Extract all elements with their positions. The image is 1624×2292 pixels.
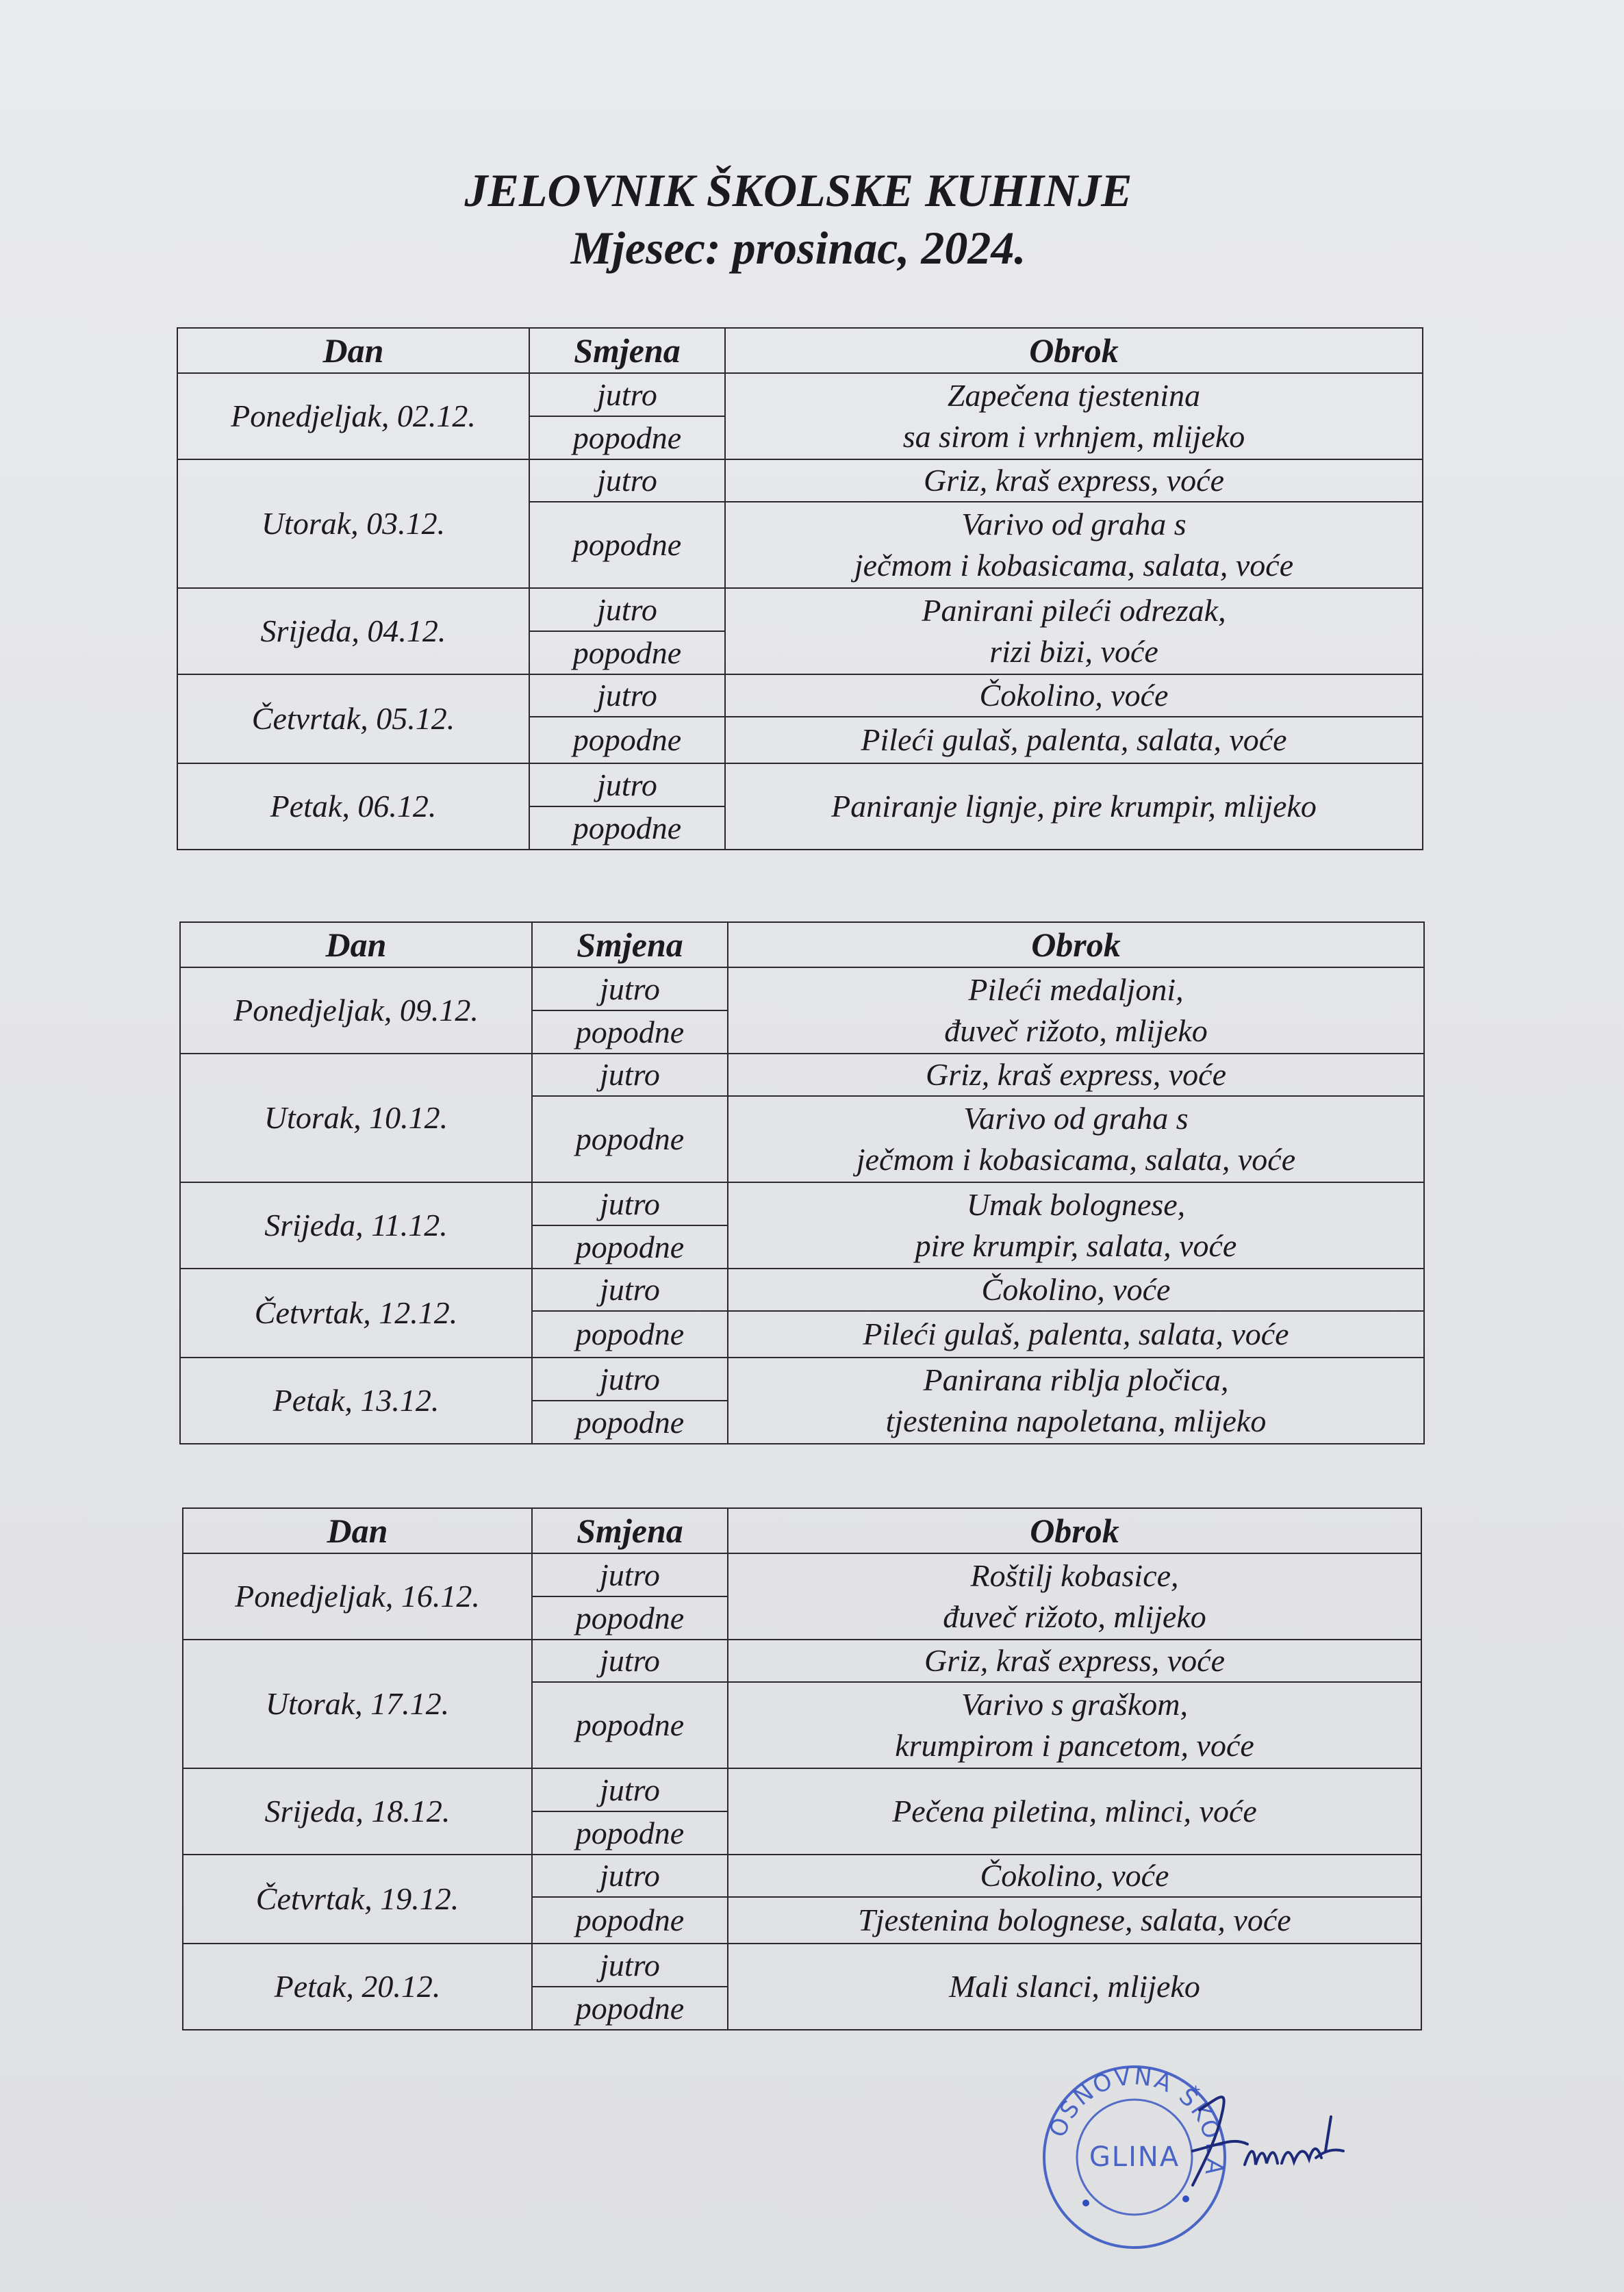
column-header-meal: Obrok [725, 328, 1423, 373]
shift-afternoon: popodne [532, 1987, 728, 2030]
shift-afternoon: popodne [529, 502, 725, 588]
meal-morning-cell: Čokolino, voće [725, 674, 1423, 717]
meal-afternoon-cell: Varivo s graškom, krumpirom i pancetom, voće [728, 1682, 1421, 1768]
day-cell: Ponedjeljak, 16.12. [183, 1553, 532, 1640]
meal-cell: Panirani pileći odrezak, rizi bizi, voće [725, 588, 1423, 674]
meal-afternoon-cell: Tjestenina bolognese, salata, voće [728, 1897, 1421, 1944]
menu-table-week-2 [179, 921, 1425, 1444]
document-subtitle: Mjesec: prosinac, 2024. [570, 222, 1026, 274]
signature [1179, 2083, 1364, 2199]
meal-afternoon-cell: Varivo od graha s ječmom i kobasicama, salata, voće [725, 502, 1423, 588]
meal-cell: Panirana riblja pločica, tjestenina napoletana, mlijeko [728, 1358, 1424, 1444]
column-header-meal: Obrok [728, 1508, 1421, 1553]
header-row [180, 922, 1424, 967]
shift-morning: jutro [529, 459, 725, 502]
svg-text:GLINA: GLINA [1089, 2141, 1180, 2173]
table-row [180, 1269, 1424, 1311]
day-cell: Ponedjeljak, 09.12. [180, 967, 532, 1054]
document-title: JELOVNIK ŠKOLSKE KUHINJE [464, 164, 1132, 216]
shift-afternoon: popodne [529, 717, 725, 763]
shift-morning: jutro [532, 1269, 728, 1311]
shift-afternoon: popodne [529, 631, 725, 674]
shift-morning: jutro [532, 1768, 728, 1811]
shift-morning: jutro [532, 1054, 728, 1096]
table-row [180, 1182, 1424, 1225]
meal-afternoon-cell: Pileći gulaš, palenta, salata, voće [728, 1311, 1424, 1358]
meal-morning-cell: Čokolino, voće [728, 1855, 1421, 1897]
meal-cell: Umak bolognese, pire krumpir, salata, voće [728, 1182, 1424, 1269]
meal-cell: Roštilj kobasice, đuveč rižoto, mlijeko [728, 1553, 1421, 1640]
table-row [183, 1640, 1421, 1682]
table-row [183, 1768, 1421, 1811]
column-header-shift: Smjena [532, 1508, 728, 1553]
shift-afternoon: popodne [529, 416, 725, 459]
table-row [177, 588, 1423, 631]
shift-afternoon: popodne [532, 1897, 728, 1944]
column-header-meal: Obrok [728, 922, 1424, 967]
meal-cell: Zapečena tjestenina sa sirom i vrhnjem, mlijeko [725, 373, 1423, 459]
shift-morning: jutro [532, 1553, 728, 1596]
table-row [177, 763, 1423, 806]
shift-afternoon: popodne [532, 1596, 728, 1640]
day-cell: Utorak, 17.12. [183, 1640, 532, 1768]
menu-table-week-1 [177, 327, 1423, 850]
column-header-day: Dan [183, 1508, 532, 1553]
shift-afternoon: popodne [532, 1311, 728, 1358]
shift-afternoon: popodne [532, 1225, 728, 1269]
svg-text:OSNOVNA ŠKOLA: OSNOVNA ŠKOLA [1043, 2063, 1229, 2179]
shift-morning: jutro [529, 763, 725, 806]
table-row [183, 1553, 1421, 1596]
table-row [177, 459, 1423, 502]
meal-cell: Mali slanci, mlijeko [728, 1944, 1421, 2030]
table-row [180, 1358, 1424, 1401]
day-cell: Četvrtak, 05.12. [177, 674, 529, 763]
table-row [180, 1054, 1424, 1096]
meal-morning-cell: Griz, kraš express, voće [728, 1640, 1421, 1682]
day-cell: Četvrtak, 19.12. [183, 1855, 532, 1944]
column-header-day: Dan [177, 328, 529, 373]
day-cell: Utorak, 03.12. [177, 459, 529, 588]
meal-morning-cell: Griz, kraš express, voće [725, 459, 1423, 502]
shift-morning: jutro [532, 967, 728, 1010]
day-cell: Utorak, 10.12. [180, 1054, 532, 1182]
shift-morning: jutro [532, 1358, 728, 1401]
shift-morning: jutro [532, 1640, 728, 1682]
header-row [183, 1508, 1421, 1553]
day-cell: Petak, 13.12. [180, 1358, 532, 1444]
shift-afternoon: popodne [532, 1010, 728, 1054]
shift-afternoon: popodne [532, 1401, 728, 1444]
meal-morning-cell: Čokolino, voće [728, 1269, 1424, 1311]
day-cell: Srijeda, 18.12. [183, 1768, 532, 1855]
shift-afternoon: popodne [532, 1811, 728, 1855]
day-cell: Ponedjeljak, 02.12. [177, 373, 529, 459]
table-row [177, 674, 1423, 717]
meal-cell: Pečena piletina, mlinci, voće [728, 1768, 1421, 1855]
shift-morning: jutro [529, 373, 725, 416]
day-cell: Srijeda, 11.12. [180, 1182, 532, 1269]
column-header-shift: Smjena [532, 922, 728, 967]
table-row [180, 967, 1424, 1010]
meal-cell: Pileći medaljoni, đuveč rižoto, mlijeko [728, 967, 1424, 1054]
day-cell: Petak, 20.12. [183, 1944, 532, 2030]
day-cell: Četvrtak, 12.12. [180, 1269, 532, 1358]
shift-afternoon: popodne [532, 1096, 728, 1182]
day-cell: Srijeda, 04.12. [177, 588, 529, 674]
shift-afternoon: popodne [529, 806, 725, 850]
table-row [183, 1855, 1421, 1897]
meal-afternoon-cell: Pileći gulaš, palenta, salata, voće [725, 717, 1423, 763]
shift-morning: jutro [529, 588, 725, 631]
column-header-shift: Smjena [529, 328, 725, 373]
shift-morning: jutro [532, 1855, 728, 1897]
shift-morning: jutro [532, 1182, 728, 1225]
column-header-day: Dan [180, 922, 532, 967]
shift-morning: jutro [529, 674, 725, 717]
menu-table-week-3 [182, 1507, 1422, 2030]
shift-afternoon: popodne [532, 1682, 728, 1768]
day-cell: Petak, 06.12. [177, 763, 529, 850]
table-row [177, 373, 1423, 416]
meal-cell: Paniranje lignje, pire krumpir, mlijeko [725, 763, 1423, 850]
meal-afternoon-cell: Varivo od graha s ječmom i kobasicama, salata, voće [728, 1096, 1424, 1182]
header-row [177, 328, 1423, 373]
shift-morning: jutro [532, 1944, 728, 1987]
meal-morning-cell: Griz, kraš express, voće [728, 1054, 1424, 1096]
table-row [183, 1944, 1421, 1987]
